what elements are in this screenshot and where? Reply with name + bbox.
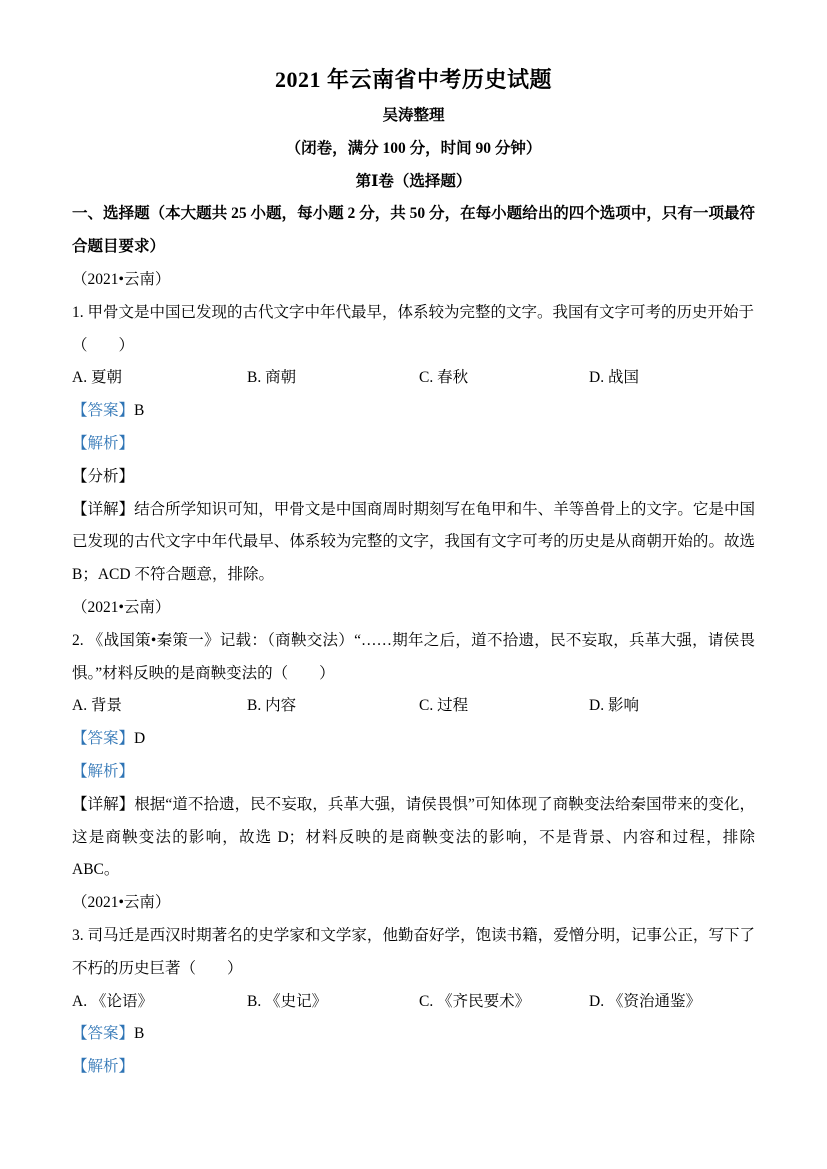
- question-1-options-row: [72, 362, 755, 395]
- question-1-stem: 1. 甲骨文是中国已发现的古代文字中年代最早，体系较为完整的文字。我国有文字可考的历史开始于: [72, 303, 755, 321]
- fenxi-label: 【分析】: [72, 467, 135, 485]
- jiexi-label: 【解析】: [72, 434, 135, 452]
- answer-line: [72, 723, 755, 756]
- jiexi-label: 【解析】: [72, 1058, 135, 1076]
- exam-rules-line: （闭卷，满分 100 分，时间 90 分钟）: [285, 139, 542, 157]
- answer-label: 【答案】: [72, 730, 135, 748]
- xiangjie-text: 根据“道不拾遗，民不妄取，兵革大强，请侯畏惧”可知体现了商鞅变法给秦国带来的变化，这是商鞅变法的影响，故选 D；材料反映的是商鞅变法的影响，不是背景、内容和过程，排除 ABC。: [72, 795, 755, 879]
- xiangjie-paragraph: [72, 789, 755, 887]
- source-tag: （2021•云南）: [72, 598, 171, 616]
- question-3-options-row: [72, 986, 755, 1019]
- answer-letter: B: [134, 1025, 145, 1043]
- option-c: C. 过程: [419, 697, 469, 715]
- option-c: C. 春秋: [419, 369, 469, 387]
- xiangjie-paragraph: [72, 494, 755, 592]
- answer-letter: B: [134, 402, 145, 420]
- option-b: B. 商朝: [247, 369, 297, 387]
- option-c: C. 《齐民要术》: [419, 992, 531, 1010]
- question-2-stem: 2. 《战国策•秦策一》记载：（商鞅交法）“……期年之后，道不拾遗，民不妄取，兵革大强，请侯畏惧。”材料反映的是商鞅变法的（ ）: [72, 631, 755, 682]
- volume-heading: 第Ⅰ卷（选择题）: [355, 172, 472, 190]
- answer-line: [72, 395, 755, 428]
- xiangjie-label: 【详解】: [72, 795, 135, 813]
- option-d: D. 战国: [589, 369, 639, 387]
- option-b: B. 《史记》: [247, 992, 328, 1010]
- question-3-stem: 3. 司马迁是西汉时期著名的史学家和文学家，他勤奋好学，饱读书籍，爱憎分明，记事公正，写下了不朽的历史巨著（ ）: [72, 926, 755, 977]
- answer-label: 【答案】: [72, 402, 135, 420]
- answer-label: 【答案】: [72, 1025, 135, 1043]
- option-a: A. 背景: [72, 697, 122, 715]
- option-a: A. 《论语》: [72, 992, 153, 1010]
- question-2-options-row: [72, 690, 755, 723]
- question-block-1: [72, 264, 755, 592]
- question-1-answer-blank: （ ）: [72, 336, 135, 354]
- answer-line: [72, 1018, 755, 1051]
- answer-letter: D: [134, 730, 146, 748]
- xiangjie-text: 结合所学知识可知，甲骨文是中国商周时期刻写在龟甲和牛、羊等兽骨上的文字。它是中国已发现的古代文字中年代最早、体系较为完整的文字，我国有文字可考的历史是从商朝开始的。故选 B；ACD 不符合题意，排除。: [72, 500, 755, 584]
- question-block-3: [72, 887, 755, 1084]
- jiexi-label: 【解析】: [72, 762, 135, 780]
- option-d: D. 《资治通鉴》: [589, 992, 701, 1010]
- option-a: A. 夏朝: [72, 369, 122, 387]
- question-block-2: [72, 592, 755, 887]
- section-heading: 一、选择题（本大题共 25 小题，每小题 2 分，共 50 分，在每小题给出的四个选项中，只有一项最符合题目要求）: [72, 205, 755, 256]
- xiangjie-label: 【详解】: [72, 500, 135, 518]
- option-d: D. 影响: [589, 697, 639, 715]
- compiler-line: 吴涛整理: [382, 107, 445, 124]
- option-b: B. 内容: [247, 697, 297, 715]
- source-tag: （2021•云南）: [72, 894, 171, 912]
- page-title: 2021 年云南省中考历史试题: [274, 67, 552, 92]
- source-tag: （2021•云南）: [72, 270, 171, 288]
